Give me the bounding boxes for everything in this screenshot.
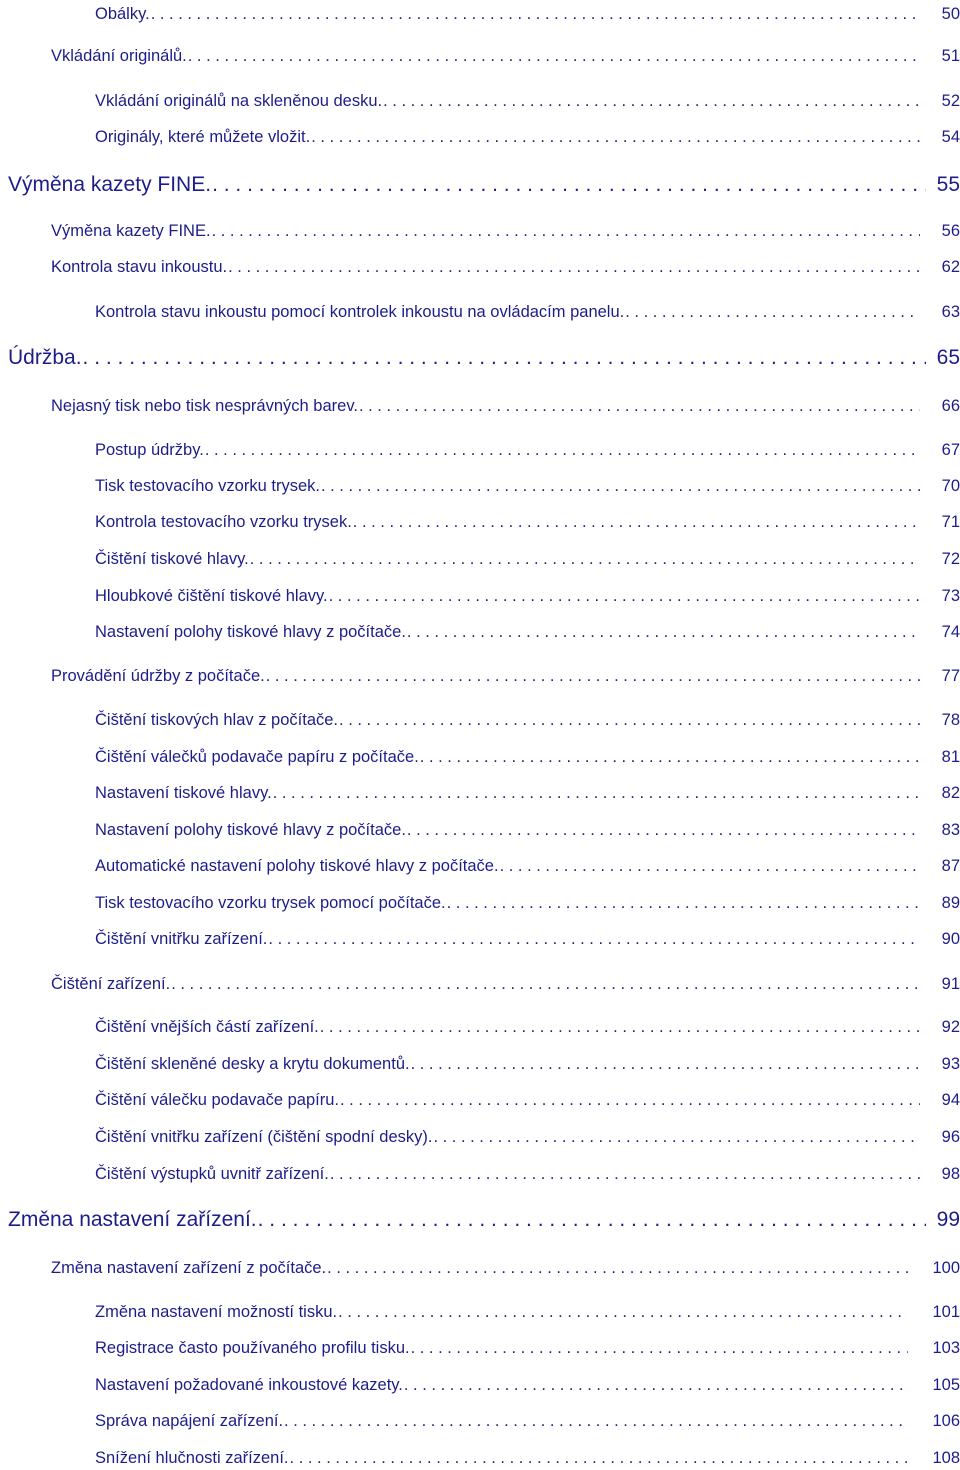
toc-entry-title: Čištění zařízení.: [51, 975, 171, 993]
toc-entry-page: 87: [941, 857, 960, 875]
toc-entry-title: Hloubkové čištění tiskové hlavy.: [95, 587, 328, 605]
dot-leader: [228, 258, 920, 277]
toc-entry[interactable]: [8, 173, 960, 197]
dot-leader: [290, 1449, 908, 1468]
toc-entry[interactable]: [95, 1449, 960, 1468]
toc-entry-title: Čištění tiskové hlavy.: [95, 550, 249, 568]
dot-leader: [625, 303, 920, 322]
dot-leader: [500, 857, 920, 876]
toc-entry[interactable]: [51, 1259, 960, 1278]
toc-entry[interactable]: [95, 128, 960, 147]
toc-entry-page: 55: [936, 173, 960, 196]
toc-entry[interactable]: [8, 1208, 960, 1232]
toc-entry-page: 56: [941, 222, 960, 240]
toc-entry-page: 66: [941, 397, 960, 415]
toc-entry-title: Čištění válečků podavače papíru z počítače.: [95, 748, 419, 766]
toc-entry-page: 105: [932, 1376, 960, 1394]
toc-entry-title: Čištění vnitřku zařízení (čištění spodní desky).: [95, 1128, 433, 1146]
toc-entry-page: 101: [932, 1303, 960, 1321]
toc-entry[interactable]: [95, 748, 960, 767]
toc-entry-page: 74: [941, 623, 960, 641]
toc-entry-page: 62: [941, 258, 960, 276]
toc-entry-page: 82: [941, 784, 960, 802]
toc-entry-title: Správa napájení zařízení.: [95, 1412, 284, 1430]
dot-leader: [359, 397, 920, 416]
dot-leader: [320, 1018, 920, 1037]
toc-entry[interactable]: [8, 346, 960, 370]
toc-entry-page: 108: [932, 1449, 960, 1467]
toc-entry-title: Kontrola testovacího vzorku trysek.: [95, 513, 352, 531]
dot-leader: [188, 47, 920, 66]
toc-entry-title: Čištění vnějších částí zařízení.: [95, 1018, 319, 1036]
toc-entry[interactable]: [95, 513, 960, 532]
toc-entry-page: 90: [941, 930, 960, 948]
toc-entry-title: Vkládání originálů na skleněnou desku.: [95, 92, 383, 110]
dot-leader: [250, 550, 920, 569]
toc-entry-page: 63: [941, 303, 960, 321]
toc-entry-page: 100: [932, 1259, 960, 1277]
toc-entry-page: 106: [932, 1412, 960, 1430]
toc-entry-page: 103: [932, 1339, 960, 1357]
toc-entry[interactable]: [95, 1091, 960, 1110]
toc-entry-title: Výměna kazety FINE.: [8, 173, 212, 196]
toc-entry-title: Nastavení polohy tiskové hlavy z počítače.: [95, 623, 406, 641]
toc-entry-title: Čištění skleněné desky a krytu dokumentů.: [95, 1055, 410, 1073]
dot-leader: [353, 513, 920, 532]
dot-leader: [205, 441, 920, 460]
toc-entry-title: Provádění údržby z počítače.: [51, 667, 265, 685]
toc-entry-page: 52: [941, 92, 960, 110]
toc-entry-title: Nejasný tisk nebo tisk nesprávných barev.: [51, 397, 358, 415]
toc-entry-page: 72: [941, 550, 960, 568]
toc-entry[interactable]: [95, 477, 960, 496]
toc-entry-title: Nastavení tiskové hlavy.: [95, 784, 272, 802]
toc-entry-page: 71: [941, 513, 960, 531]
toc-entry[interactable]: [95, 5, 960, 24]
dot-leader: [447, 894, 920, 913]
dot-leader: [171, 975, 920, 994]
toc-entry-page: 73: [941, 587, 960, 605]
dot-leader: [433, 1128, 920, 1147]
toc-entry[interactable]: [95, 894, 960, 913]
dot-leader: [420, 748, 920, 767]
toc-entry-page: 78: [941, 711, 960, 729]
toc-entry-title: Nastavení polohy tiskové hlavy z počítače.: [95, 821, 406, 839]
toc-entry-title: Postup údržby.: [95, 441, 204, 459]
toc-entry-title: Čištění tiskových hlav z počítače.: [95, 711, 339, 729]
toc-entry-page: 67: [941, 441, 960, 459]
toc-entry-title: Změna nastavení možností tisku.: [95, 1303, 338, 1321]
dot-leader: [383, 92, 920, 111]
dot-leader: [329, 587, 920, 606]
toc-entry[interactable]: [95, 1376, 960, 1395]
toc-entry-title: Originály, které můžete vložit.: [95, 128, 311, 146]
toc-entry-title: Čištění válečku podavače papíru.: [95, 1091, 339, 1109]
toc-entry[interactable]: [51, 397, 960, 416]
dot-leader: [258, 1208, 926, 1232]
dot-leader: [273, 784, 920, 803]
toc-entry-page: 54: [941, 128, 960, 146]
dot-leader: [411, 1055, 920, 1074]
toc-entry-page: 91: [941, 975, 960, 993]
toc-entry-page: 92: [941, 1018, 960, 1036]
toc-entry-title: Obálky.: [95, 5, 150, 23]
toc-entry[interactable]: [95, 441, 960, 460]
dot-leader: [151, 5, 920, 24]
toc-entry-title: Vkládání originálů.: [51, 47, 187, 65]
toc-entry[interactable]: [95, 303, 960, 322]
toc-entry[interactable]: [95, 857, 960, 876]
dot-leader: [83, 346, 926, 370]
toc-entry[interactable]: [51, 47, 960, 66]
toc-entry[interactable]: [95, 1055, 960, 1074]
toc-entry[interactable]: [95, 1165, 960, 1184]
toc-entry-page: 98: [941, 1165, 960, 1183]
toc-entry-title: Změna nastavení zařízení.: [8, 1208, 257, 1231]
toc-entry[interactable]: [95, 1412, 960, 1431]
toc-entry[interactable]: [51, 258, 960, 277]
toc-entry-title: Čištění výstupků uvnitř zařízení.: [95, 1165, 329, 1183]
dot-leader: [338, 1303, 908, 1322]
toc-entry[interactable]: [95, 550, 960, 569]
toc-entry-title: Automatické nastavení polohy tiskové hlavy z počítače.: [95, 857, 499, 875]
toc-entry-title: Údržba.: [8, 346, 82, 369]
toc-entry[interactable]: [95, 587, 960, 606]
dot-leader: [284, 1412, 908, 1431]
dot-leader: [339, 711, 920, 730]
toc-entry[interactable]: [51, 222, 960, 241]
toc-entry-title: Nastavení požadované inkoustové kazety.: [95, 1376, 403, 1394]
dot-leader: [212, 173, 926, 197]
toc-entry[interactable]: [51, 975, 960, 994]
toc-entry-page: 50: [941, 5, 960, 23]
toc-entry-page: 96: [941, 1128, 960, 1146]
toc-entry-page: 77: [941, 667, 960, 685]
toc-entry[interactable]: [95, 623, 960, 642]
toc-entry-title: Snížení hlučnosti zařízení.: [95, 1449, 289, 1467]
toc-entry[interactable]: [95, 1339, 960, 1358]
toc-entry-title: Tisk testovacího vzorku trysek pomocí počítače.: [95, 894, 446, 912]
toc-entry-page: 89: [941, 894, 960, 912]
dot-leader: [404, 1376, 908, 1395]
toc-entry-page: 51: [941, 47, 960, 65]
dot-leader: [327, 1259, 908, 1278]
toc-entry-page: 99: [936, 1208, 960, 1231]
dot-leader: [340, 1091, 920, 1110]
dot-leader: [268, 930, 920, 949]
toc-entry[interactable]: [95, 784, 960, 803]
dot-leader: [407, 623, 920, 642]
toc-entry-page: 70: [941, 477, 960, 495]
dot-leader: [321, 477, 920, 496]
dot-leader: [330, 1165, 920, 1184]
toc-entry-title: Změna nastavení zařízení z počítače.: [51, 1259, 327, 1277]
dot-leader: [266, 667, 920, 686]
toc-entry-title: Tisk testovacího vzorku trysek.: [95, 477, 320, 495]
toc-entry[interactable]: [95, 930, 960, 949]
toc-entry-title: Výměna kazety FINE.: [51, 222, 211, 240]
dot-leader: [407, 821, 920, 840]
toc-entry-page: 94: [941, 1091, 960, 1109]
toc-entry-page: 81: [941, 748, 960, 766]
toc-entry[interactable]: [95, 711, 960, 730]
toc-entry[interactable]: [95, 1128, 960, 1147]
toc-entry[interactable]: [95, 1018, 960, 1037]
toc-entry-title: Registrace často používaného profilu tisku.: [95, 1339, 410, 1357]
toc-entry-page: 65: [936, 346, 960, 369]
toc-entry[interactable]: [95, 821, 960, 840]
toc-entry-page: 83: [941, 821, 960, 839]
toc-entry[interactable]: [51, 667, 960, 686]
toc-entry-page: 93: [941, 1055, 960, 1073]
toc-entry[interactable]: [95, 92, 960, 111]
toc-entry-title: Čištění vnitřku zařízení.: [95, 930, 268, 948]
toc-entry-title: Kontrola stavu inkoustu.: [51, 258, 228, 276]
dot-leader: [212, 222, 920, 241]
toc-entry-title: Kontrola stavu inkoustu pomocí kontrolek inkoustu na ovládacím panelu.: [95, 303, 625, 321]
toc-entry[interactable]: [95, 1303, 960, 1322]
dot-leader: [311, 128, 920, 147]
dot-leader: [411, 1339, 908, 1358]
